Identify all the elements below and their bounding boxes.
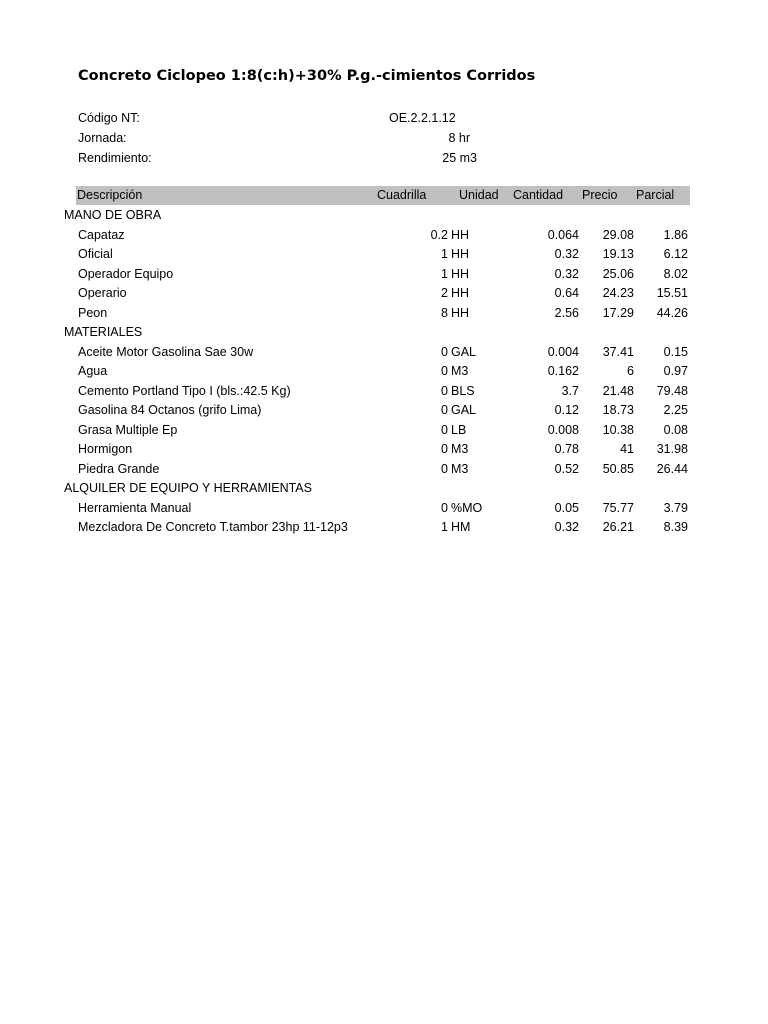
header-cuadrilla: Cuadrilla <box>377 188 427 202</box>
item-unidad: GAL <box>451 403 477 417</box>
table-row <box>0 245 768 265</box>
item-description: Agua <box>78 364 108 378</box>
item-cuadrilla: 0 <box>441 442 448 456</box>
item-precio: 26.21 <box>602 520 634 534</box>
table-row <box>0 284 768 304</box>
item-precio: 10.38 <box>602 422 634 437</box>
item-cuadrilla: 0 <box>441 344 448 359</box>
item-precio: 6 <box>627 364 634 378</box>
item-parcial: 0.97 <box>663 364 688 378</box>
item-precio: 50.85 <box>602 461 634 476</box>
table-row <box>0 226 768 246</box>
rendimiento-value: 25 m3 <box>442 151 477 165</box>
item-unidad: M3 <box>451 442 469 456</box>
item-cantidad: 0.064 <box>547 227 579 242</box>
item-unidad: GAL <box>451 344 477 359</box>
item-cantidad: 0.32 <box>554 266 579 281</box>
header-unidad: Unidad <box>459 188 499 202</box>
item-cuadrilla: 1 <box>441 247 448 261</box>
section-title: MANO DE OBRA <box>64 208 162 222</box>
item-precio: 75.77 <box>602 500 634 515</box>
codigo-label: Código NT: <box>78 111 140 125</box>
item-parcial: 31.98 <box>656 442 688 456</box>
item-parcial: 6.12 <box>663 247 688 261</box>
item-precio: 25.06 <box>602 266 634 281</box>
item-unidad: %MO <box>451 500 483 515</box>
table-row <box>0 382 768 402</box>
item-cuadrilla: 0 <box>441 500 448 515</box>
item-cantidad: 2.56 <box>554 305 579 320</box>
header-descripcion: Descripción <box>77 188 143 202</box>
item-unidad: HH <box>451 247 470 261</box>
item-cuadrilla: 0 <box>441 383 448 398</box>
section-title: MATERIALES <box>64 325 143 339</box>
item-description: Herramienta Manual <box>78 500 192 515</box>
table-row <box>0 401 768 421</box>
item-description: Oficial <box>78 247 113 261</box>
item-precio: 37.41 <box>602 344 634 359</box>
item-unidad: M3 <box>451 461 469 476</box>
item-parcial: 3.79 <box>663 500 688 515</box>
item-precio: 21.48 <box>602 383 634 398</box>
item-cuadrilla: 0 <box>441 461 448 476</box>
jornada-value: 8 hr <box>448 131 470 145</box>
codigo-value: OE.2.2.1.12 <box>389 111 456 125</box>
item-cantidad: 0.05 <box>554 500 579 515</box>
header-precio: Precio <box>582 188 618 202</box>
item-cantidad: 0.64 <box>554 286 579 300</box>
section-row <box>0 323 768 343</box>
item-cuadrilla: 8 <box>441 305 448 320</box>
table-header <box>76 186 690 205</box>
item-cuadrilla: 0 <box>441 364 448 378</box>
item-cantidad: 0.12 <box>554 403 579 417</box>
item-description: Peon <box>78 305 108 320</box>
header-parcial: Parcial <box>636 188 675 202</box>
item-cantidad: 0.008 <box>547 422 579 437</box>
item-precio: 18.73 <box>602 403 634 417</box>
item-unidad: HH <box>451 305 470 320</box>
table-row <box>0 304 768 324</box>
item-unidad: HH <box>451 266 470 281</box>
item-unidad: HH <box>451 286 470 300</box>
rendimiento-label: Rendimiento: <box>78 151 152 165</box>
item-cuadrilla: 1 <box>441 520 448 534</box>
item-cantidad: 0.32 <box>554 520 579 534</box>
item-description: Gasolina 84 Octanos (grifo Lima) <box>78 403 262 417</box>
table-row <box>0 362 768 382</box>
item-description: Grasa Multiple Ep <box>78 422 178 437</box>
item-parcial: 8.39 <box>663 520 688 534</box>
item-description: Operario <box>78 286 127 300</box>
header-cantidad: Cantidad <box>513 188 564 202</box>
item-cuadrilla: 0 <box>441 403 448 417</box>
item-parcial: 15.51 <box>656 286 688 300</box>
item-precio: 17.29 <box>602 305 634 320</box>
section-row <box>0 479 768 499</box>
jornada-label: Jornada: <box>78 131 127 145</box>
item-cuadrilla: 0 <box>441 422 448 437</box>
table-row <box>0 440 768 460</box>
item-unidad: M3 <box>451 364 469 378</box>
item-precio: 19.13 <box>602 247 634 261</box>
item-parcial: 79.48 <box>656 383 688 398</box>
item-parcial: 2.25 <box>663 403 688 417</box>
item-cantidad: 0.78 <box>554 442 579 456</box>
item-parcial: 44.26 <box>656 305 688 320</box>
item-description: Operador Equipo <box>78 266 174 281</box>
item-unidad: LB <box>451 422 467 437</box>
item-description: Cemento Portland Tipo I (bls.:42.5 Kg) <box>78 383 291 398</box>
item-parcial: 8.02 <box>663 266 688 281</box>
item-parcial: 1.86 <box>663 227 688 242</box>
item-description: Mezcladora De Concreto T.tambor 23hp 11-12p3 <box>78 520 348 534</box>
item-cuadrilla: 0.2 <box>430 227 448 242</box>
table-row <box>0 499 768 519</box>
item-cantidad: 0.004 <box>547 344 579 359</box>
item-description: Capataz <box>78 227 125 242</box>
item-cuadrilla: 1 <box>441 266 448 281</box>
item-precio: 41 <box>620 442 634 456</box>
item-unidad: HM <box>451 520 471 534</box>
item-unidad: BLS <box>451 383 475 398</box>
item-parcial: 0.08 <box>663 422 688 437</box>
item-precio: 29.08 <box>602 227 634 242</box>
item-cantidad: 3.7 <box>561 383 579 398</box>
item-precio: 24.23 <box>602 286 634 300</box>
item-description: Hormigon <box>78 442 133 456</box>
table-row <box>0 460 768 480</box>
section-row <box>0 206 768 226</box>
table-row <box>0 421 768 441</box>
table-row <box>0 343 768 363</box>
item-cantidad: 0.52 <box>554 461 579 476</box>
table-row <box>0 265 768 285</box>
item-description: Aceite Motor Gasolina Sae 30w <box>78 344 254 359</box>
section-title: ALQUILER DE EQUIPO Y HERRAMIENTAS <box>64 481 312 495</box>
table-row <box>0 518 768 538</box>
item-unidad: HH <box>451 227 470 242</box>
item-description: Piedra Grande <box>78 461 160 476</box>
item-cantidad: 0.162 <box>547 364 579 378</box>
item-parcial: 26.44 <box>656 461 688 476</box>
item-parcial: 0.15 <box>663 344 688 359</box>
item-cantidad: 0.32 <box>554 247 579 261</box>
item-cuadrilla: 2 <box>441 286 448 300</box>
document-title: Concreto Ciclopeo 1:8(c:h)+30% P.g.-cimientos Corridos <box>78 68 536 84</box>
